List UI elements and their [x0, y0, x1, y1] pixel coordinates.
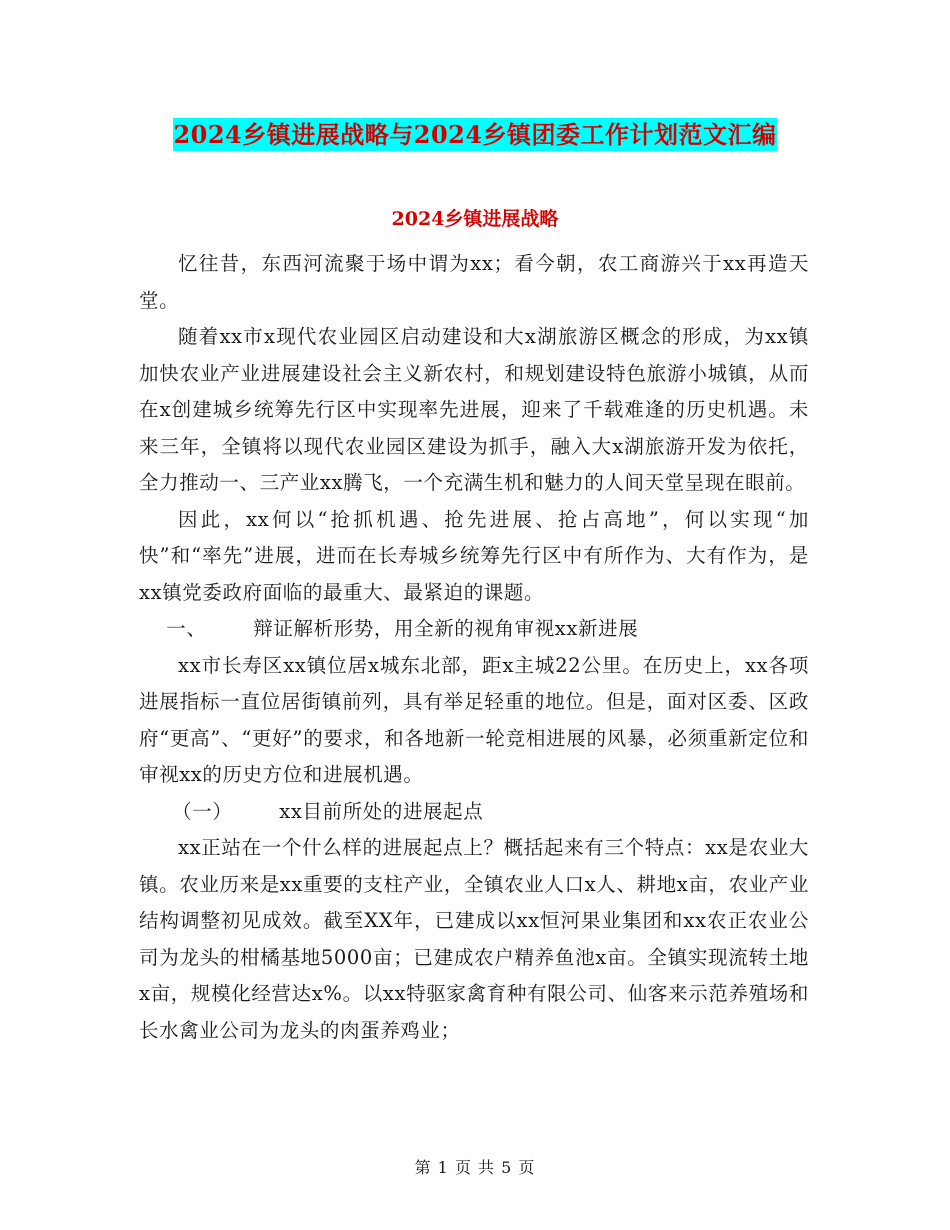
paragraph: xx正站在一个什么样的进展起点上？概括起来有三个特点：xx是农业大镇。农业历来是xx重要的支柱产业，全镇农业人口x人、耕地x亩，农业产业结构调整初见成效。截至XX年，已建成以xx恒河果业集团和xx农正农业公司为龙头的柑橘基地5000亩；已建成农户精养鱼池x亩。全镇实现流转土地x亩，规模化经营达x%。以xx特驱家禽育种有限公司、仙客来示范养殖场和长水禽业公司为龙头的肉蛋养鸡业；: [139, 836, 809, 1042]
section-title: 2024乡镇进展战略: [391, 208, 559, 230]
heading-2-number: （一）: [172, 799, 233, 823]
heading-1-number: 一、: [166, 617, 207, 640]
paragraph: 随着xx市x现代农业园区启动建设和大x湖旅游区概念的形成，为xx镇加快农业产业进展建设社会主义新农村，和规划建设特色旅游小城镇，从而在x创建城乡统筹先行区中实现率先进展，迎来了千载难逢的历史机遇。未来三年，全镇将以现代农业园区建设为抓手，融入大x湖旅游开发为依托，全力推动一、三产业xx腾飞，一个充满生机和魅力的人间天堂呈现在眼前。: [139, 325, 809, 494]
page-footer: 第 1 页 共 5 页: [414, 1158, 536, 1177]
paragraph: xx市长寿区xx镇位居x城东北部，距x主城22公里。在历史上，xx各项进展指标一直位居街镇前列，具有举足轻重的地位。但是，面对区委、区政府“更高”、“更好”的要求，和各地新一轮竞相进展的风暴，必须重新定位和审视xx的历史方位和进展机遇。: [139, 653, 809, 786]
document-title-container: [0, 115, 950, 150]
paragraph: 因此，xx何以“抢抓机遇、抢先进展、抢占高地”，何以实现“加快”和“率先”进展，进而在长寿城乡统筹先行区中有所作为、大有作为，是xx镇党委政府面临的最重大、最紧迫的课题。: [139, 507, 809, 604]
heading-1-text: 辩证解析形势，用全新的视角审视xx新进展: [253, 617, 639, 640]
document-body: [139, 246, 809, 1049]
paragraph: 忆往昔，东西河流聚于场中谓为xx；看今朝，农工商游兴于xx再造天堂。: [139, 252, 809, 312]
heading-2-text: xx目前所处的进展起点: [279, 799, 484, 823]
heading-1: [139, 611, 809, 648]
heading-2: [139, 794, 809, 831]
document-title: 2024乡镇进展战略与2024乡镇团委工作计划范文汇编: [173, 120, 777, 149]
